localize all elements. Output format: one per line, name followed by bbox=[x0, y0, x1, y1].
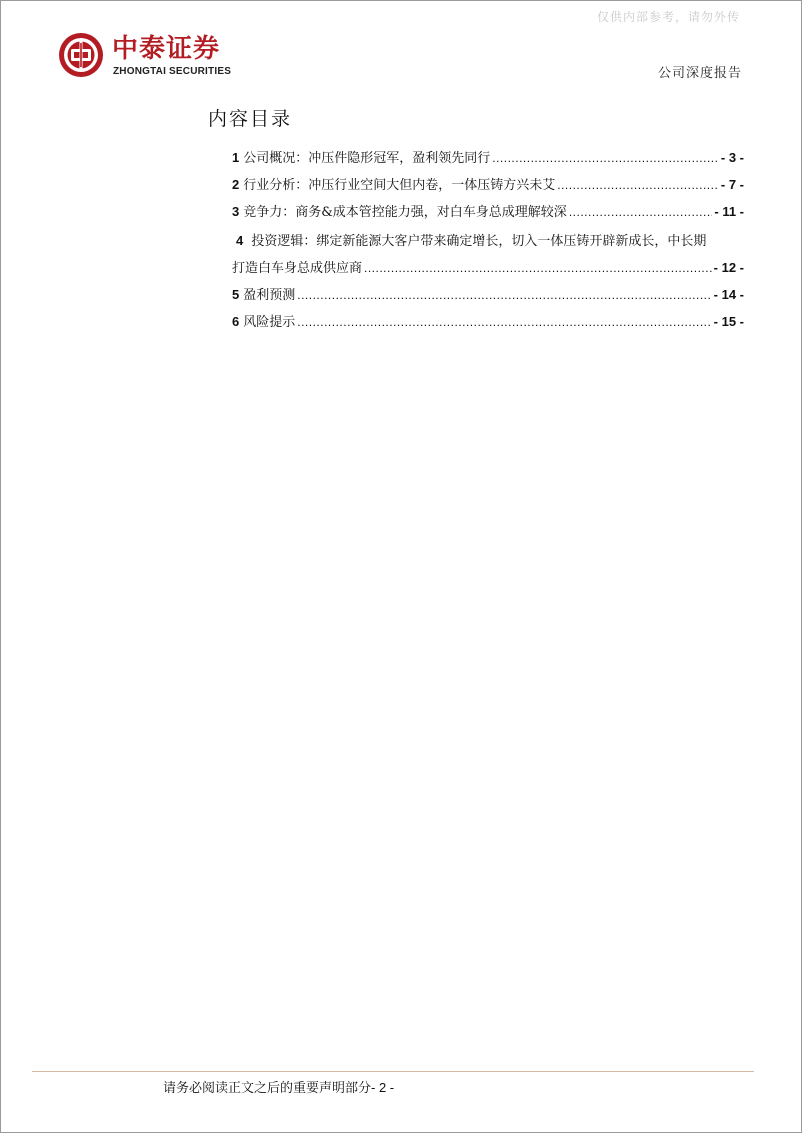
toc-leader-dots bbox=[364, 255, 712, 281]
toc-entry-number: 4 bbox=[236, 233, 244, 248]
toc-entry-1[interactable] bbox=[232, 145, 744, 172]
toc-entry-text: 行业分析：冲压行业空间大但内卷，一体压铸方兴未艾 bbox=[243, 178, 556, 193]
toc-entry-text: 盈利预测 bbox=[243, 288, 296, 303]
toc-entry-text-line2: 打造白车身总成供应商 bbox=[232, 261, 363, 276]
logo-chinese-name: 中泰证券 bbox=[112, 34, 221, 64]
toc-entry-3[interactable] bbox=[232, 199, 744, 226]
toc-leader-dots bbox=[297, 282, 711, 308]
company-logo bbox=[58, 32, 248, 82]
toc-entry-text: 公司概况：冲压件隐形冠军，盈利领先同行 bbox=[243, 151, 491, 166]
report-type-label: 公司深度报告 bbox=[657, 66, 742, 81]
toc-entry-page: - 3 - bbox=[720, 150, 744, 165]
table-of-contents bbox=[232, 145, 744, 336]
footer-divider bbox=[32, 1071, 754, 1072]
toc-entry-2[interactable] bbox=[232, 172, 744, 199]
toc-entry-number: 2 bbox=[232, 177, 240, 192]
watermark: 仅供内部参考，请勿外传 bbox=[596, 10, 740, 24]
toc-entry-page: - 12 - bbox=[713, 260, 744, 275]
toc-leader-dots bbox=[569, 199, 713, 225]
toc-entry-text-line1: 投资逻辑：绑定新能源大客户带来确定增长，切入一体压铸开辟新成长，中长期 bbox=[251, 234, 707, 249]
logo-english-name: ZHONGTAI SECURITIES bbox=[113, 66, 232, 77]
toc-entry-number: 6 bbox=[232, 314, 240, 329]
toc-entry-number: 3 bbox=[232, 204, 240, 219]
toc-entry-page: - 14 - bbox=[713, 287, 744, 302]
toc-entry-text: 竞争力：商务&成本管控能力强，对白车身总成理解较深 bbox=[243, 205, 567, 220]
page-number: - 2 - bbox=[371, 1080, 395, 1095]
toc-leader-dots bbox=[557, 172, 719, 198]
toc-entry-6[interactable] bbox=[232, 309, 744, 336]
toc-entry-4[interactable] bbox=[232, 228, 744, 282]
footer bbox=[163, 1077, 394, 1096]
toc-entry-page: - 15 - bbox=[713, 314, 744, 329]
zhongtai-logo-icon bbox=[58, 32, 104, 78]
toc-entry-number: 1 bbox=[232, 150, 240, 165]
toc-entry-5[interactable] bbox=[232, 282, 744, 309]
footer-disclaimer: 请务必阅读正文之后的重要声明部分 bbox=[163, 1081, 372, 1096]
toc-title: 内容目录 bbox=[208, 108, 293, 130]
toc-entry-page: - 7 - bbox=[720, 177, 744, 192]
toc-leader-dots bbox=[492, 145, 719, 171]
toc-entry-page: - 11 - bbox=[714, 204, 744, 219]
toc-entry-number: 5 bbox=[232, 287, 240, 302]
toc-entry-text: 风险提示 bbox=[243, 315, 296, 330]
toc-leader-dots bbox=[297, 309, 711, 335]
